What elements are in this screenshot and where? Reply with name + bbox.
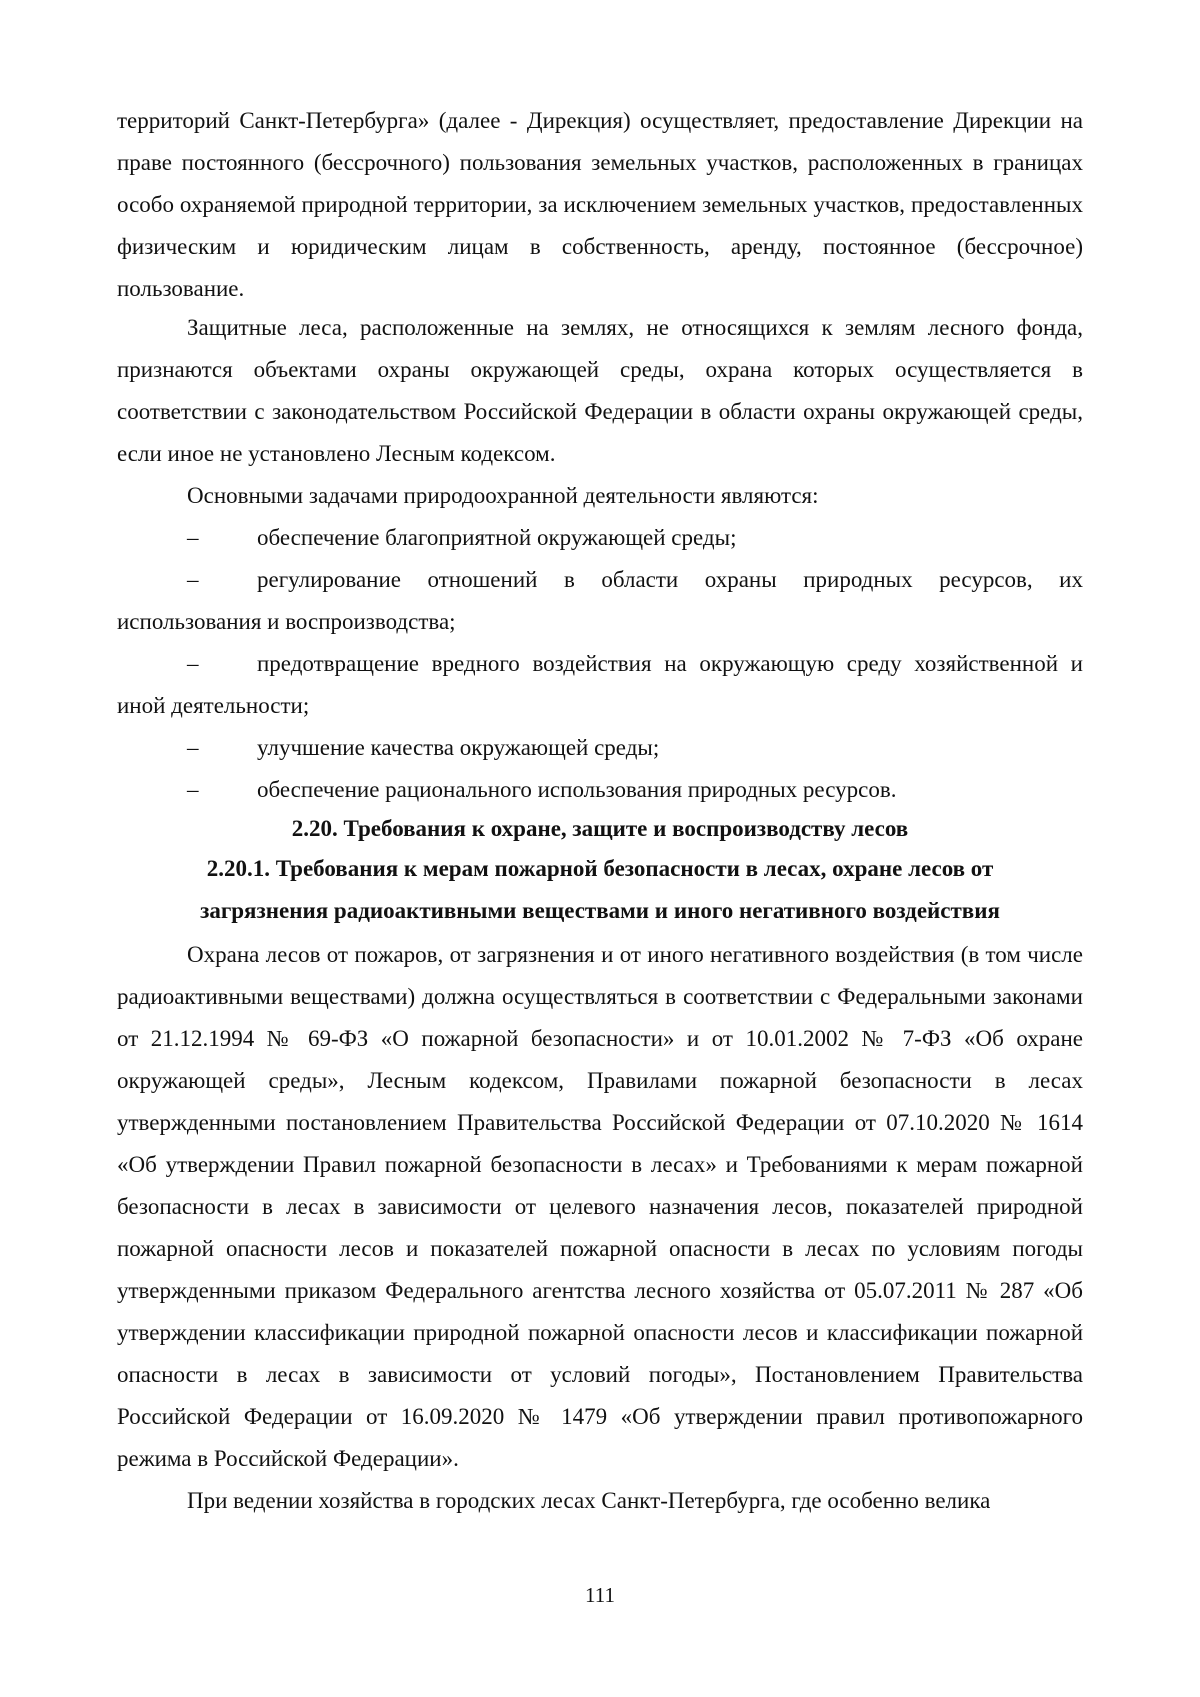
list-item (117, 559, 1083, 643)
section-heading: 2.20. Требования к охране, защите и воспроизводству лесов (291, 816, 909, 841)
list-dash: – (187, 735, 199, 760)
last-paragraph: При ведении хозяйства в городских лесах Санкт-Петербурга, где особенно велика (187, 1488, 991, 1513)
list-item (117, 727, 1083, 769)
list-item-text: улучшение качества окружающей среды; (257, 735, 660, 760)
list-dash: – (187, 525, 199, 550)
list-item (117, 517, 1083, 559)
list-item-text: регулирование отношений в области охраны природных ресурсов, их использования и воспроизводства; (117, 567, 1083, 634)
body-text-top (117, 100, 1083, 310)
continuation-paragraph: территорий Санкт-Петербурга» (далее - Дирекция) осуществляет, предоставление Дирекции на праве постоянного (бессрочного) пользования земельных участков, расположенных в границах особо охраняемой природной территории, за исключением земельных участков, предоставленных физическим и юридическим лицам в собственность, аренду, постоянное (бессрочное) пользование. (117, 108, 1083, 301)
list-dash: – (187, 567, 199, 592)
subsection-heading-line1: 2.20.1. Требования к мерам пожарной безопасности в лесах, охране лесов от (206, 856, 994, 881)
subsection-heading-line2: загрязнения радиоактивными веществами и иного негативного воздействия (200, 898, 1000, 923)
list-item-text: обеспечение рационального использования природных ресурсов. (257, 777, 897, 802)
list-item-text: предотвращение вредного воздействия на окружающую среду хозяйственной и иной деятельности; (117, 651, 1083, 718)
body-text-middle (117, 307, 1083, 811)
list-item (117, 769, 1083, 811)
tasks-intro: Основными задачами природоохранной деятельности являются: (187, 483, 819, 508)
list-item (117, 643, 1083, 727)
list-dash: – (187, 651, 199, 676)
protective-forests-paragraph: Защитные леса, расположенные на землях, не относящихся к землям лесного фонда, признаются объектами охраны окружающей среды, охрана которых осуществляется в соответствии с законодательством Российской Федерации в области охраны окружающей среды, если иное не установлено Лесным кодексом. (117, 315, 1083, 466)
page-number: 111 (585, 1583, 615, 1607)
protection-paragraph: Охрана лесов от пожаров, от загрязнения и от иного негативного воздействия (в том числе радиоактивными веществами) должна осуществляться в соответствии с Федеральными законами от 21.12.1994 № 69-ФЗ «О пожарной безопасности» и от 10.01.2002 № 7-ФЗ «Об охране окружающей среды», Лесным кодексом, Правилами пожарной безопасности в лесах утвержденными постановлением Правительства Российской Федерации от 07.10.2020 № 1614 «Об утверждении Правил пожарной безопасности в лесах» и Требованиями к мерам пожарной безопасности в лесах в зависимости от целевого назначения лесов, показателей природной пожарной опасности лесов и показателей пожарной опасности в лесах по условиям погоды утвержденными приказом Федерального агентства лесного хозяйства от 05.07.2011 № 287 «Об утверждении классификации природной пожарной опасности лесов и классификации пожарной опасности в лесах в зависимости от условий погоды», Постановлением Правительства Российской Федерации от 16.09.2020 № 1479 «Об утверждении правил противопожарного режима в Российской Федерации». (117, 942, 1083, 1471)
list-item-text: обеспечение благоприятной окружающей среды; (257, 525, 737, 550)
list-dash: – (187, 777, 199, 802)
body-text-bottom (117, 934, 1083, 1522)
